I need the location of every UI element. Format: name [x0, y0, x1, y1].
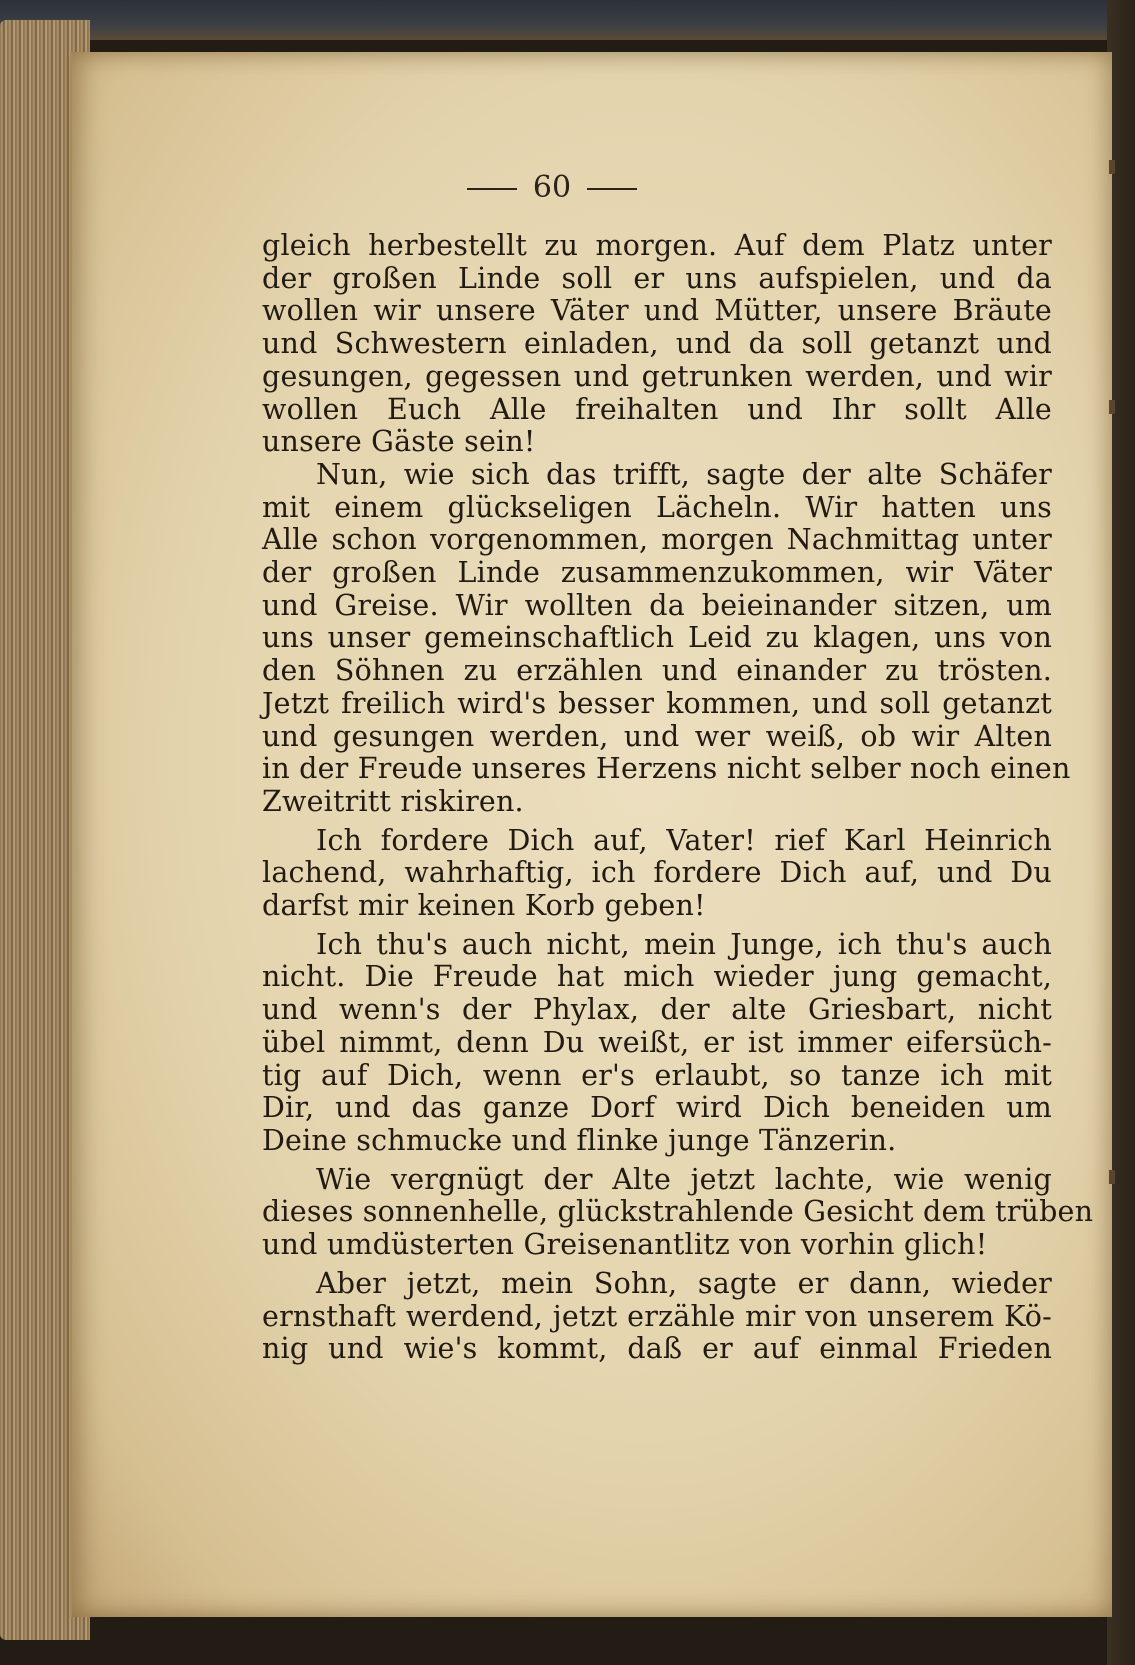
text-line: Deine schmucke und flinke junge Tänzerin. [262, 1123, 897, 1157]
text-line: lachend, wahrhaftig, ich fordere Dich auf, und Du [262, 856, 1052, 890]
text-line: tig auf Dich, wenn er's erlaubt, so tanze ich mit [262, 1058, 1052, 1092]
dash-right [587, 188, 637, 190]
page-edge-mark [1109, 1170, 1115, 1184]
text-line: in der Freude unseres Herzens nicht selber noch einen [262, 752, 1071, 786]
dash-left [467, 188, 517, 190]
paragraph [262, 929, 1052, 1158]
text-line: Aber jetzt, mein Sohn, sagte er dann, wieder [316, 1266, 1052, 1300]
text-line: Nun, wie sich das trifft, sagte der alte Schäfer [316, 457, 1052, 491]
paragraph [262, 457, 1071, 819]
text-line: gesungen, gegessen und getrunken werden, und wir [262, 359, 1052, 393]
text-line: und umdüsterten Greisenantlitz von vorhin glich! [262, 1228, 988, 1262]
text-line: nicht. Die Freude hat mich wieder jung gemacht, [262, 960, 1052, 994]
text-line: uns unser gemeinschaftlich Leid zu klagen, uns von [262, 621, 1052, 655]
text-line: übel nimmt, denn Du weißt, er ist immer eifersüch- [262, 1025, 1052, 1059]
paragraph [262, 1268, 1052, 1366]
text-line: Jetzt freilich wird's besser kommen, und soll getanzt [262, 686, 1052, 720]
paragraph [262, 1162, 1094, 1262]
text-line: ernsthaft werdend, jetzt erzähle mir von unserem Kö- [262, 1299, 1052, 1333]
text-line: wollen Euch Alle freihalten und Ihr sollt Alle [262, 392, 1052, 426]
text-line: darfst mir keinen Korb geben! [262, 889, 706, 923]
book-cover-top [0, 0, 1135, 40]
text-line: der großen Linde zusammenzukommen, wir Väter [262, 556, 1052, 590]
book-page [70, 52, 1112, 1617]
text-line: den Söhnen zu erzählen und einander zu trösten. [262, 654, 1052, 688]
paragraph [262, 825, 1052, 923]
text-line: unsere Gäste sein! [262, 425, 536, 459]
paragraph [262, 230, 1052, 459]
text-line: Alle schon vorgenommen, morgen Nachmittag unter [262, 523, 1052, 557]
text-line: dieses sonnenhelle, glückstrahlende Gesicht dem trüben [262, 1195, 1094, 1229]
text-line: nig und wie's kommt, daß er auf einmal Frieden [262, 1332, 1052, 1366]
text-line: Wie vergnügt der Alte jetzt lachte, wie wenig [316, 1162, 1052, 1196]
page-number-header [32, 170, 1072, 205]
page-edge-mark [1109, 400, 1115, 414]
text-line: Ich fordere Dich auf, Vater! rief Karl Heinrich [316, 823, 1052, 857]
text-line: Ich thu's auch nicht, mein Junge, ich thu's auch [316, 927, 1052, 961]
text-line: der großen Linde soll er uns aufspielen, und da [262, 261, 1052, 295]
page-edge-mark [1109, 160, 1115, 174]
text-line: gleich herbestellt zu morgen. Auf dem Platz unter [262, 229, 1052, 262]
text-line: wollen wir unsere Väter und Mütter, unsere Bräute [262, 294, 1052, 328]
text-line: Dir, und das ganze Dorf wird Dich beneiden um [262, 1091, 1052, 1125]
text-line: und wenn's der Phylax, der alte Griesbart, nicht [262, 993, 1052, 1027]
text-line: und Schwestern einladen, und da soll getanzt und [262, 327, 1052, 361]
text-line: Zweitritt riskiren. [262, 784, 524, 818]
text-line: und gesungen werden, und wer weiß, ob wir Alten [262, 719, 1052, 753]
page-number: 60 [532, 170, 572, 205]
text-line: mit einem glückseligen Lächeln. Wir hatten uns [262, 490, 1052, 524]
text-line: und Greise. Wir wollten da beieinander sitzen, um [262, 588, 1052, 622]
body-text [262, 229, 1094, 1366]
